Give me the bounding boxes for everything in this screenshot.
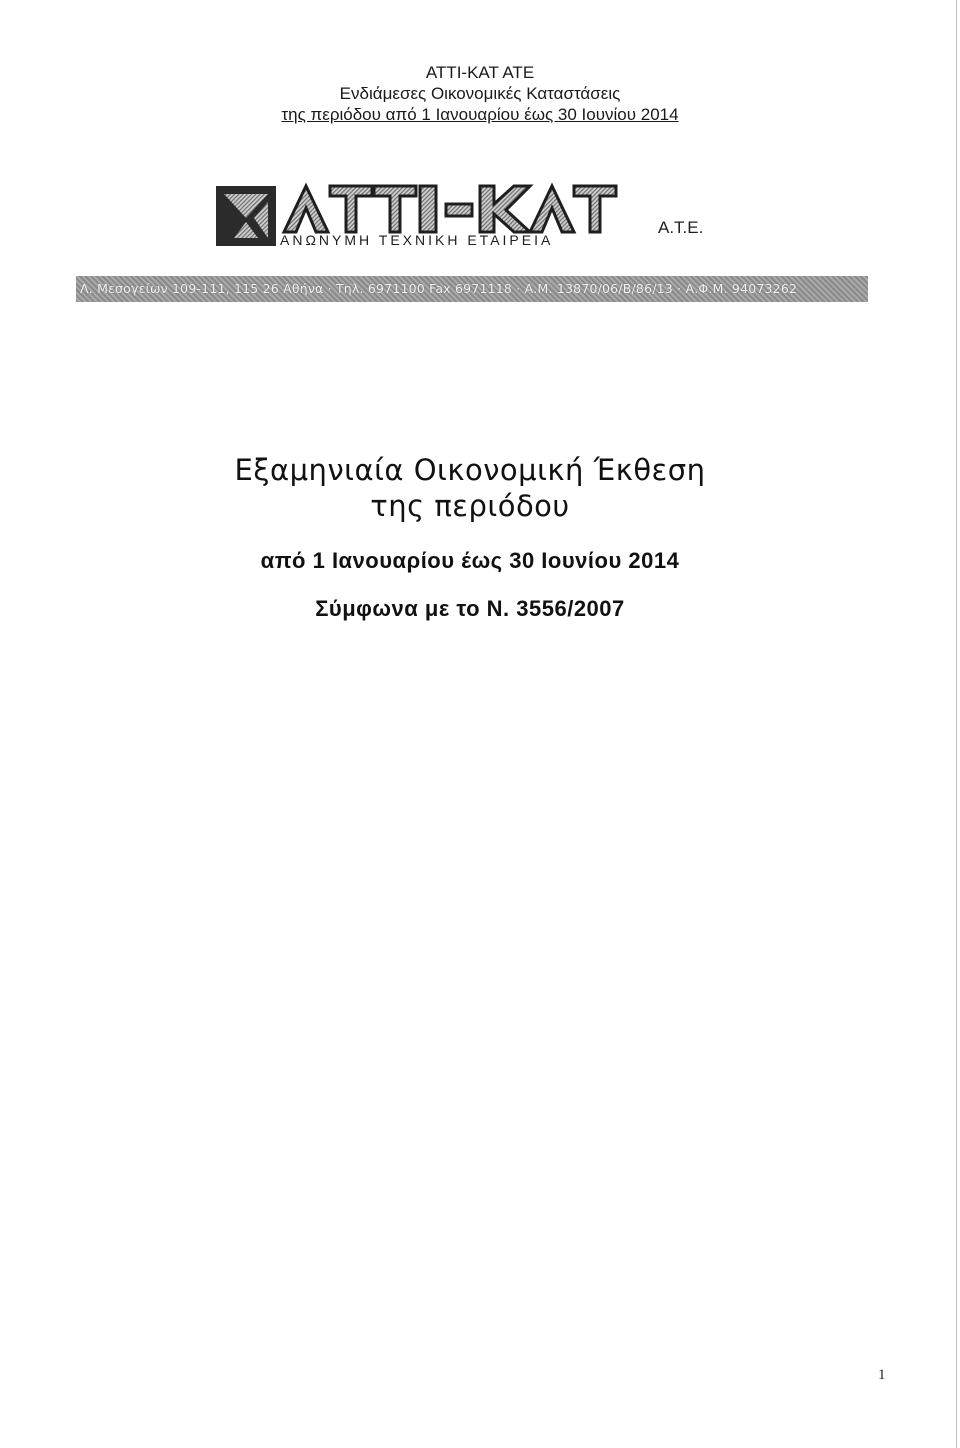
logo-subtitle: ΑΝΩΝΥΜΗ ΤΕΧΝΙΚΗ ΕΤΑΙΡΕΙΑ	[280, 232, 554, 248]
company-name: ATTI-KAT ATE	[425, 63, 535, 82]
scan-edge-line	[956, 0, 957, 1448]
report-title: Εξαμηνιαία Οικονομική Έκθεση	[234, 453, 706, 487]
company-logo	[214, 180, 734, 252]
company-address-bar: Λ. Μεσογείων 109-111, 115 26 Αθήνα · Τηλ. 6971100 Fax 6971118 · Α.Μ. 13870/06/Β/86/13 · Α.Φ.Μ. 94073262	[76, 276, 868, 302]
report-legal-basis: Σύμφωνα με το Ν. 3556/2007	[315, 596, 625, 621]
logo-emblem-icon	[216, 186, 276, 246]
header-period: της περιόδου από 1 Ιανουαρίου έως 30 Ιουνίου 2014	[281, 105, 679, 124]
logo-wordmark-icon	[284, 186, 616, 232]
document-header	[230, 62, 730, 125]
header-subtitle: Ενδιάμεσες Οικονομικές Καταστάσεις	[339, 84, 621, 103]
report-title-period-label: της περιόδου	[370, 489, 570, 523]
logo-suffix: A.T.E.	[658, 218, 704, 237]
report-title-block	[150, 452, 790, 622]
page-number: 1	[878, 1367, 886, 1383]
report-period-dates: από 1 Ιανουαρίου έως 30 Ιουνίου 2014	[260, 548, 680, 573]
